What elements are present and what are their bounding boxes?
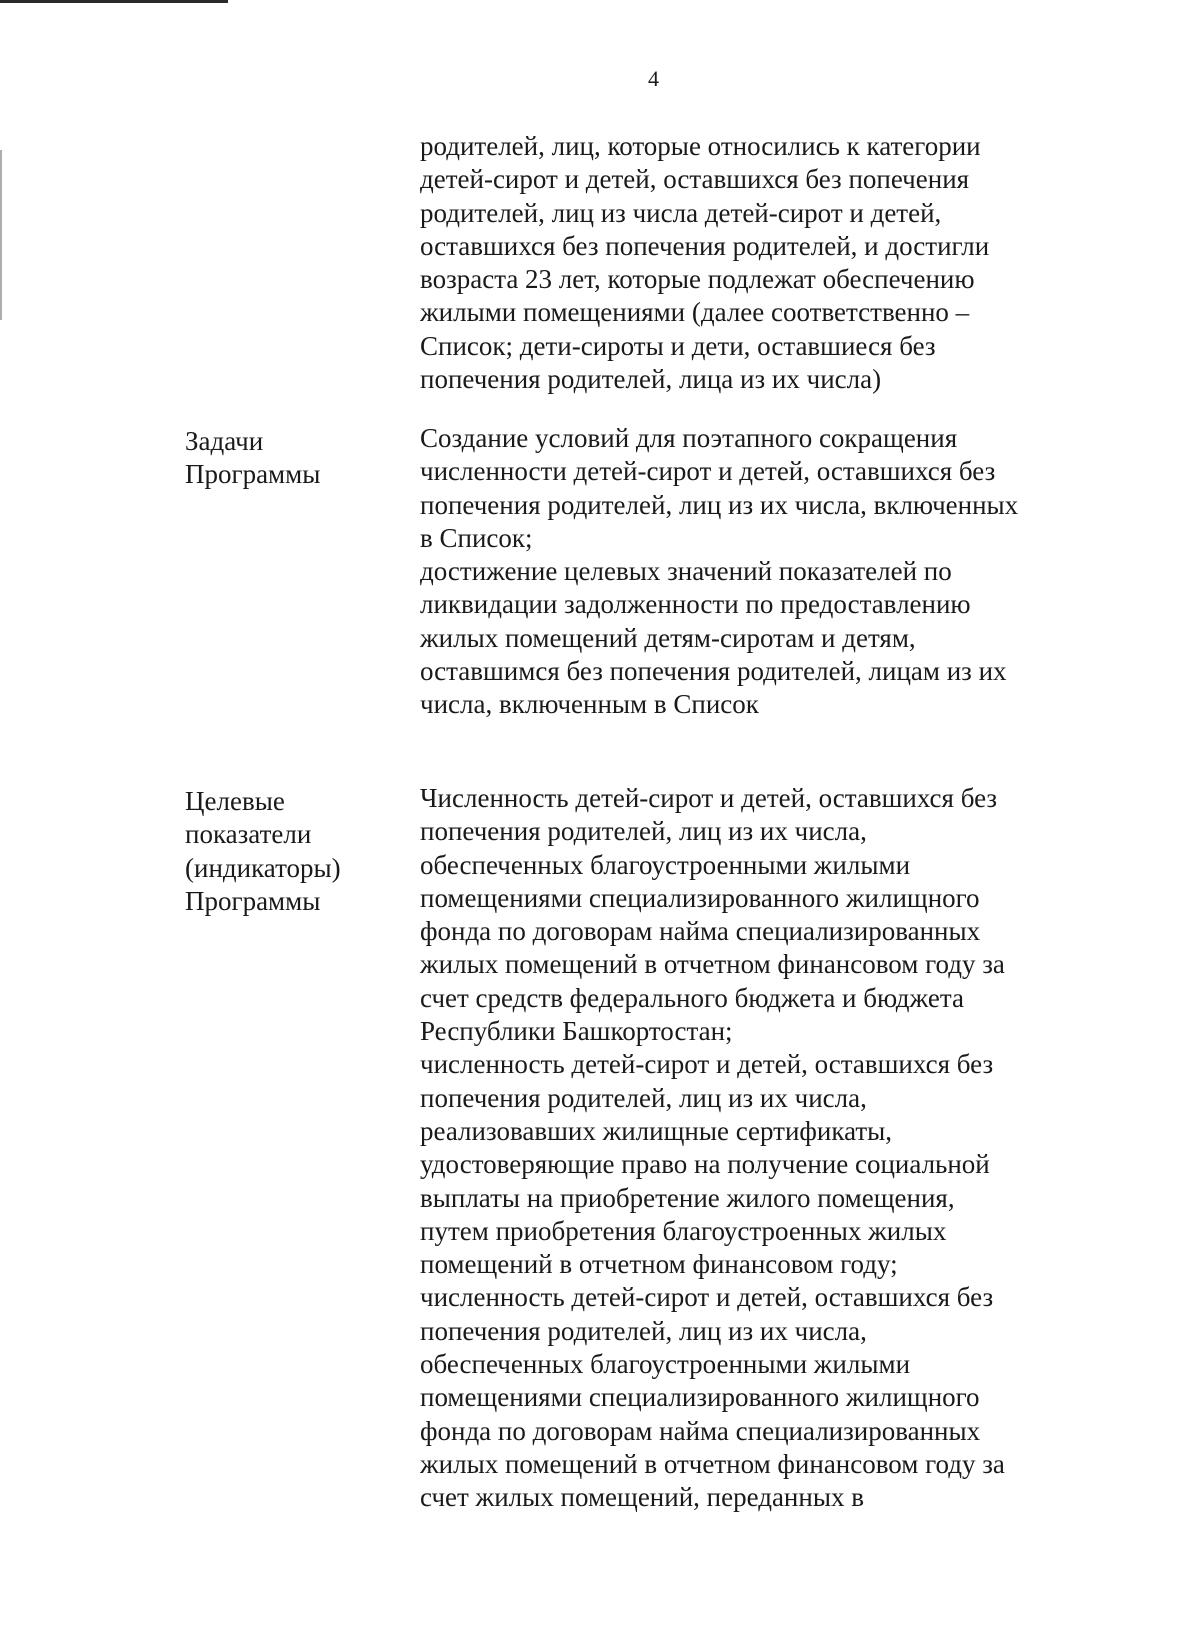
indicators-paragraph-3: численность детей-сирот и детей, оставшихся без попечения родителей, лиц из их числа, обеспеченных благоустроенными жилыми помещениями специализированного жилищного фонда по договорам найма специализированных жилых помещений в отчетном финансовом году за счет жилых помещений, переданных в [420,1282,1005,1513]
indicators-label: Целевые показатели (индикаторы) Программы [185,786,341,916]
continuation-paragraph: родителей, лиц, которые относились к категории детей-сирот и детей, оставшихся без попечения родителей, лиц из числа детей-сирот и детей, оставшихся без попечения родителей, и достигли возраста 23 лет, которые подлежат обеспечению жилыми помещениями (далее соответственно – Список; дети-сироты и дети, оставшиеся без попечения родителей, лица из их числа) [420,131,990,395]
tasks-paragraph-1: Создание условий для поэтапного сокращения численности детей-сирот и детей, оставшихся без попечения родителей, лиц из их числа, включенных в Список; [420,423,1019,553]
tasks-paragraph-2: достижение целевых значений показателей по ликвидации задолженности по предоставлению жилых помещений детям-сиротам и детям, оставшимся без попечения родителей, лицам из их числа, включенным в Список [420,556,1007,720]
indicators-paragraph-1: Численность детей-сирот и детей, оставшихся без попечения родителей, лиц из их числа, обеспеченных благоустроенными жилыми помещениями специализированного жилищного фонда по договорам найма специализированных жилых помещений в отчетном финансовом году за счет средств федерального бюджета и бюджета Республики Башкортостан; [420,783,1005,1047]
page-number: 4 [648,66,659,91]
continuation-text [420,130,1140,396]
indicators-paragraph-2: численность детей-сирот и детей, оставшихся без попечения родителей, лиц из их числа, реализовавших жилищные сертификаты, удостоверяющие право на получение социальной выплаты на приобретение жилого помещения, путем приобретения благоустроенных жилых помещений в отчетном финансовом году; [420,1049,994,1280]
tasks-label: Задачи Программы [185,426,321,490]
tasks-text [420,422,1140,722]
indicators-text [420,782,1140,1515]
scan-top-rule [0,0,228,3]
scan-left-edge [0,150,2,320]
